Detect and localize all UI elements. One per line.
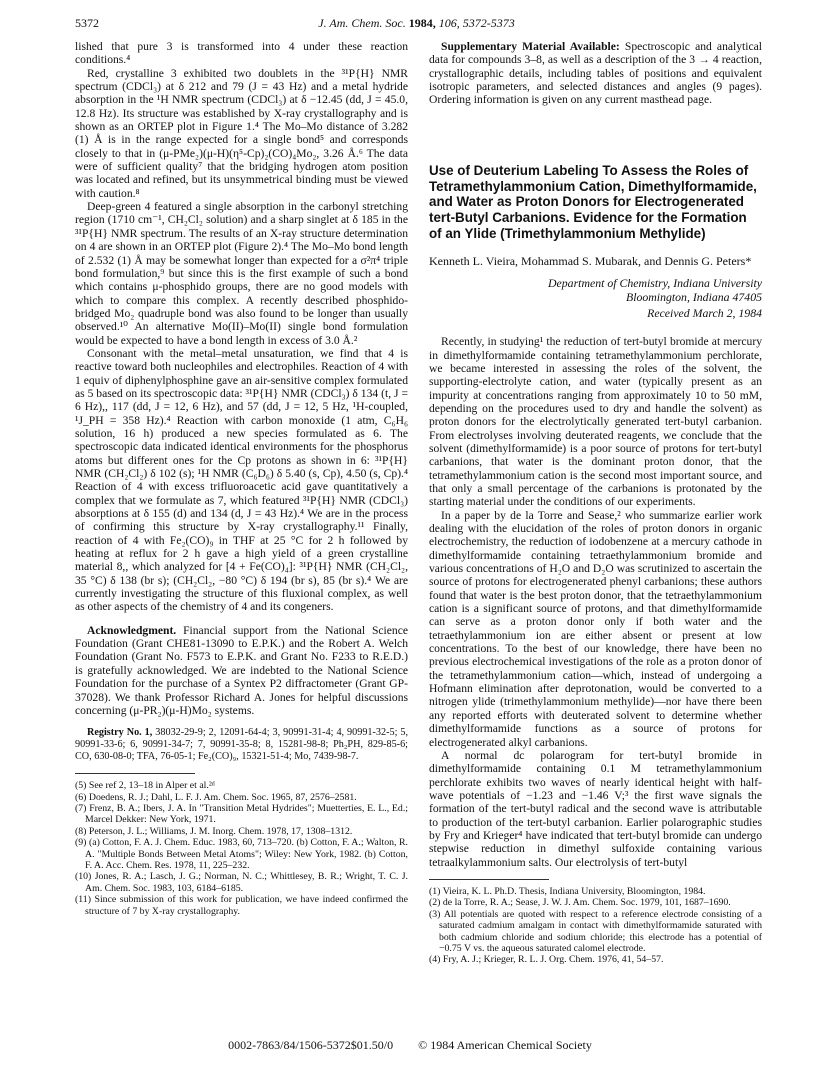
body-paragraph: In a paper by de la Torre and Sease,² who summarize earlier work dealing with the elucidation of the roles of proton donors in organic electrochemistry, the reduction of iodobenzene at a mercury cathode in dimethylformamide containing tetraethylammonium bromide and various concentrations of H₂O and D₂O was scrutinized to ascertain the source of protons for electrogenerated phenyl carbanions; these authors found that water is the best proton donor, that the tetraethylammonium cation is a significant source of protons, and that dimethylformamide can serve as a proton donor only if both water and the tetraethylammonium ion are either absent or present at low concentrations. To the best of our knowledge, there have been no previous electrochemical investigations of the role as a proton donor of the tetramethylammonium cation—which, instead of undergoing a Hofmann elimination after deprotonation, would be converted to a nitrogen ylide (trimethylammonium methylide)—nor have there been any reported efforts with deuterated solvent to determine whether dimethylformamide functions as a source of protons for electrogenerated alkyl carbanions. [429, 508, 762, 749]
reference: (3) All potentials are quoted with respect to a reference electrode consisting of a saturated cadmium amalgam in contact with dimethylformamide saturated with both cadmium chloride and sodium chloride; this electrode has a potential of −0.75 V vs. the aqueous saturated calomel electrode. [429, 908, 762, 954]
journal-year: 1984, [408, 16, 436, 30]
journal-name: J. Am. Chem. Soc. [318, 16, 406, 30]
footnote-divider [429, 879, 549, 880]
left-references [75, 780, 408, 917]
received-date: Received March 2, 1984 [647, 306, 762, 321]
copyright-notice: © 1984 American Chemical Society [418, 1038, 592, 1052]
reference: (2) de la Torre, R. A.; Sease, J. W. J. Am. Chem. Soc. 1979, 101, 1687–1690. [429, 897, 731, 909]
reference: (11) Since submission of this work for publication, we have indeed confirmed the structure of 7 by X-ray crystallography. [75, 894, 408, 917]
footnote-divider [75, 773, 195, 774]
registry-numbers [75, 727, 408, 763]
supplementary-title: Supplementary Material Available: [441, 40, 620, 53]
journal-volume-pages: 106, 5372-5373 [438, 16, 515, 30]
body-paragraph: A normal dc polarogram for tert-butyl bromide in dimethylformamide containing 0.1 M tetramethylammonium perchlorate exhibits two waves of nearly identical height with half-wave potentials of −1.23 and −1.46 V;³ the first wave signals the formation of the tert-butyl radical and the second wave is attributable to production of the tert-butyl carbanion. Earlier polarographic studies by Fry and Krieger⁴ have indicated that tert-butyl bromide can undergo stepwise reduction in dimethyl sulfoxide containing various tetraalkylammonium salts. Our electrolysis of tert-butyl [429, 748, 762, 869]
reference: (10) Jones, R. A.; Lasch, J. G.; Norman, N. C.; Whittlesey, B. R.; Wright, T. C. J. Am. Chem. Soc. 1983, 103, 6184–6185. [75, 871, 408, 894]
reference: (6) Doedens, R. J.; Dahl, L. F. J. Am. Chem. Soc. 1965, 87, 2576–2581. [75, 791, 357, 803]
article-authors: Kenneth L. Vieira, Mohammad S. Mubarak, and Dennis G. Peters* [429, 253, 752, 268]
reference: (1) Vieira, K. L. Ph.D. Thesis, Indiana University, Bloomington, 1984. [429, 885, 706, 897]
affiliation-department: Department of Chemistry, Indiana University [548, 276, 762, 291]
registry-label: Registry No. 1, [87, 727, 153, 739]
right-references [429, 886, 762, 966]
reference: (5) See ref 2, 13–18 in Alper et al.²ᵈ [75, 780, 215, 792]
reference: (7) Frenz, B. A.; Ibers, J. A. In "Transition Metal Hydrides"; Muetterties, E. L., Ed.; Marcel Dekker: New York, 1971. [75, 803, 408, 826]
reference: (4) Fry, A. J.; Krieger, R. L. J. Org. Chem. 1976, 41, 54–57. [429, 954, 664, 966]
page-footer [0, 1038, 820, 1053]
body-paragraph: Consonant with the metal–metal unsaturation, we find that 4 is reactive toward both nucleophiles and electrophiles. Reaction of 4 with 1 equiv of diphenylphosphine gave an air-sensitive complex formulated as 5 based on its spectroscopic data: ³¹P{H} NMR (CDCl₃) δ 134 (t, J = 6 Hz),, 117 (dd, J = 12, 6 Hz), and 57 (dd, J = 12, 5 Hz, ¹H-coupled, ¹J_PH = 358 Hz).⁴ Reaction with carbon monoxide (1 atm, C₆H₆ solution, 16 h) produced a new species formulated as 6. The spectroscopic data indicated identical environments for the phosphorus atoms but different ones for the Cp protons as shown in 6: ³¹P{H} NMR (CH₂Cl₂) δ 102 (s); ¹H NMR (C₆D₆) δ 5.40 (s, Cp), 4.50 (s, Cp).⁴ Reaction of 4 with excess trifluoroacetic acid gave quantitatively a complex that we formulate as 7, which featured ³¹P{H} NMR (CDCl₃) absorptions at δ 155 (d) and 134 (d, J = 43 Hz).⁴ We are in the process of confirming this structure by X-ray crystallography.¹¹ Finally, reaction of 4 with Fe₂(CO)₉ in THF at 25 °C for 2 h followed by heating at reflux for 2 h gave a high yield of a green crystalline material 8,, which analyzed for [4 + Fe(CO)₄]: ³¹P{H} NMR (CH₂Cl₂, 35 °C) δ 138 (br s); (CH₂Cl₂, −80 °C) δ 194 (br s), 85 (br s).⁴ We are currently investigating the structure of this fluxional complex, as well as other aspects of the chemistry of 4 and its congeners. [75, 346, 408, 614]
journal-citation [75, 16, 758, 31]
article-code: 0002-7863/84/1506-5372$01.50/0 [228, 1038, 394, 1052]
body-paragraph: lished that pure 3 is transformed into 4 under these reaction conditions.⁴ [75, 40, 408, 67]
supplementary-text: Spectroscopic and analytical data for compounds 3–8, as well as a description of the 3 → 4 reaction, crystallographic details, including tables of positions and equivalent isotropic parameters, and selected distances and angles (9 pages). Ordering information is given on any current masthead page. [429, 40, 762, 107]
registry-text: 38032-29-9; 2, 12091-64-4; 3, 90991-31-4; 4, 90991-32-5; 5, 90991-33-6; 6, 90991-34-7; 7, 90991-35-8; 8, 15281-98-8; Ph₂PH, 829-85-6; CO, 630-08-0; TFA, 76-05-1; Fe₂(CO)₉, 15321-51-4; Mo, 7439-98-7. [75, 727, 409, 763]
acknowledgment-title: Acknowledgment. [87, 623, 177, 637]
running-header [75, 12, 758, 32]
body-paragraph: Recently, in studying¹ the reduction of tert-butyl bromide at mercury in dimethylformamide containing tetramethylammonium perchlorate, we became interested in assessing the roles of the solvent, the supporting-electrolyte cation, and water (typically present as an impurity at concentrations ranging from approximately 10 to 50 mM, depending on the procedures used to dry and handle the solvent) as proton donors for the electrolytically generated tert-butyl carbanion. From electrolyses involving deuterated reagents, we conclude that the solvent (dimethylformamide) is a poor source of protons for tert-butyl carbanions, that water is the dominant proton donor, that the tetramethylammonium cation is the second most important source, and that only a small percentage of the carbanions is protonated by the starting material under the conditions of our experiments. [429, 335, 762, 509]
acknowledgment-text: Financial support from the National Science Foundation (Grant CHE81-13090 to E.P.K.) and the Robert A. Welch Foundation (Grant No. F573 to E.P.K. and Grant No. F233 to R.E.D.) is gratefully acknowledged. We are indebted to the National Science Foundation for the purchase of a Syntex P2 diffractometer (Grant GP-37028). We thank Professor Richard A. Jones for helpful discussions concerning (μ-PR₂)(μ-H)Mo₂ systems. [75, 623, 408, 717]
body-paragraph: Deep-green 4 featured a single absorption in the carbonyl stretching region (1710 cm⁻¹, CH₂Cl₂ solution) and a sharp singlet at δ 185 in the ³¹P{H} NMR spectrum. The results of an X-ray structure determination on 4 are shown in an ORTEP plot (Figure 2).⁴ The Mo–Mo bond length of 2.532 (1) Å may be somewhat longer than expected for a σ²π⁴ triple bond formulation,⁹ but since this is the first example of such a bond which contains μ-phosphido groups, there are no good models with which to compare this complex. A recently described phosphido-bridged Mo₂ quadruple bond was also found to be longer than usually observed.¹⁰ An alternative Mo(II)–Mo(II) single bond formulation would be expected to have a bond length in excess of 3.0 Å.² [75, 200, 408, 347]
left-column [75, 40, 408, 917]
body-paragraph: Red, crystalline 3 exhibited two doublets in the ³¹P{H} NMR spectrum (CDCl₃) at δ 212 and 79 (J = 43 Hz) and a metal hydride absorption in the ¹H NMR spectrum (CDCl₃) at δ −12.45 (dd, J = 45.0, 12.8 Hz). Its structure was established by X-ray crystallography and is shown as an ORTEP plot in Figure 1.⁴ The Mo–Mo distance of 3.282 (1) Å is in the range expected for a single bond⁵ and corresponds closely to that in (μ-PMe₂)(μ-H)(η⁵-Cp)₂(CO)₄Mo₂, 3.26 Å.⁶ The data were of sufficient quality⁷ that the bridging hydrogen atom position was located and refined, but its unsymmetrical binding must be viewed with caution.⁸ [75, 66, 408, 200]
reference: (9) (a) Cotton, F. A. J. Chem. Educ. 1983, 60, 713–720. (b) Cotton, F. A.; Walton, R. A. "Multiple Bonds Between Metal Atoms"; Wiley: New York, 1982. (b) Cotton, F. A. Acc. Chem. Res. 1978, 11, 225–232. [75, 837, 408, 872]
reference: (8) Peterson, J. L.; Williams, J. M. Inorg. Chem. 1978, 17, 1308–1312. [75, 825, 353, 837]
acknowledgment [75, 624, 408, 717]
article-title: Use of Deuterium Labeling To Assess the Roles of Tetramethylammonium Cation, Dimethylformamide, and Water as Proton Donors for Electrogenerated tert-Butyl Carbanions. Evidence for the Formation of an Ylide (Trimethylammonium Methylide) [429, 162, 757, 241]
right-column [429, 40, 762, 966]
supplementary-material [429, 40, 762, 107]
page-number: 5372 [75, 16, 99, 30]
affiliation-location: Bloomington, Indiana 47405 [626, 290, 762, 305]
